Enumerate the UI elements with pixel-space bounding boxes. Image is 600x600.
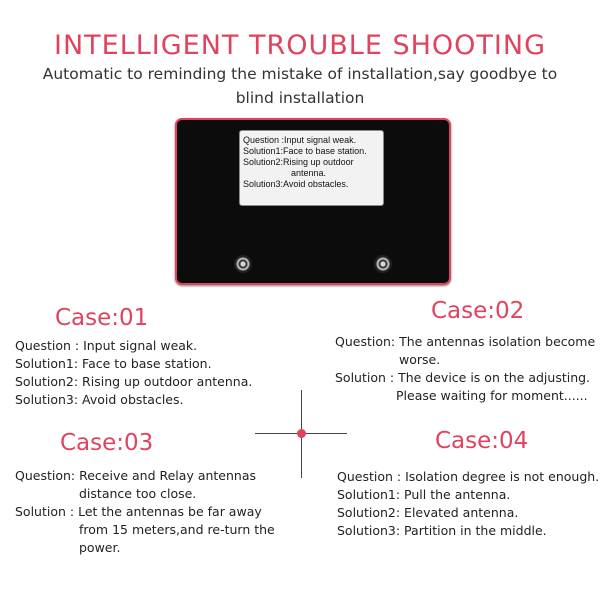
case3-title: Case:03 (60, 430, 154, 456)
case2-line: worse. (399, 352, 441, 367)
screen-question-value: Input signal weak. (284, 135, 357, 145)
case2-title: Case:02 (431, 298, 525, 324)
case3-body (15, 467, 275, 557)
case1-line: Question : Input signal weak. (15, 338, 198, 353)
right-knob-icon (374, 255, 392, 273)
case2-line: Solution : The device is on the adjusting. (335, 370, 591, 385)
case4-body (337, 468, 599, 540)
case1-title: Case:01 (55, 305, 149, 331)
screen-solution1-key: Solution1: (243, 146, 284, 156)
case1-body (15, 337, 252, 409)
case4-line: Solution2: Elevated antenna. (337, 505, 519, 520)
screen-solution2-key: Solution2: (243, 157, 284, 167)
repeater-device (175, 118, 451, 285)
screen-solution3-key: Solution3: (243, 179, 284, 189)
case3-line: from 15 meters,and re-turn the (79, 522, 275, 537)
case3-line: distance too close. (79, 486, 197, 501)
page-title: INTELLIGENT TROUBLE SHOOTING (53, 30, 546, 61)
case3-line: Solution : Let the antennas be far away (15, 504, 262, 519)
screen-solution2-continued: antenna. (291, 168, 327, 178)
case1-line: Solution3: Avoid obstacles. (15, 392, 184, 407)
case4-line: Question : Isolation degree is not enough. (337, 469, 600, 484)
device-screen (239, 130, 384, 206)
case3-line: Question: Receive and Relay antennas (15, 468, 257, 483)
subtitle-line-1: Automatic to reminding the mistake of installation,say goodbye to (42, 65, 558, 83)
left-knob-icon (234, 255, 252, 273)
subtitle-line-2: blind installation (235, 89, 365, 107)
center-dot-icon (297, 429, 306, 438)
page-subtitle (20, 62, 580, 110)
case3-line: power. (79, 540, 121, 555)
screen-question-key: Question : (243, 135, 285, 145)
case4-title: Case:04 (435, 428, 529, 454)
screen-solution3-value: Avoid obstacles. (283, 179, 349, 189)
case4-line: Solution1: Pull the antenna. (337, 487, 511, 502)
case1-line: Solution1: Face to base station. (15, 356, 212, 371)
case2-line: Please waiting for moment...... (396, 388, 588, 403)
screen-solution2-value: Rising up outdoor (283, 157, 354, 167)
screen-solution1-value: Face to base station. (283, 146, 367, 156)
case4-line: Solution3: Partition in the middle. (337, 523, 547, 538)
case1-line: Solution2: Rising up outdoor antenna. (15, 374, 253, 389)
case2-line: Question: The antennas isolation become (335, 334, 596, 349)
case2-body (335, 333, 595, 405)
